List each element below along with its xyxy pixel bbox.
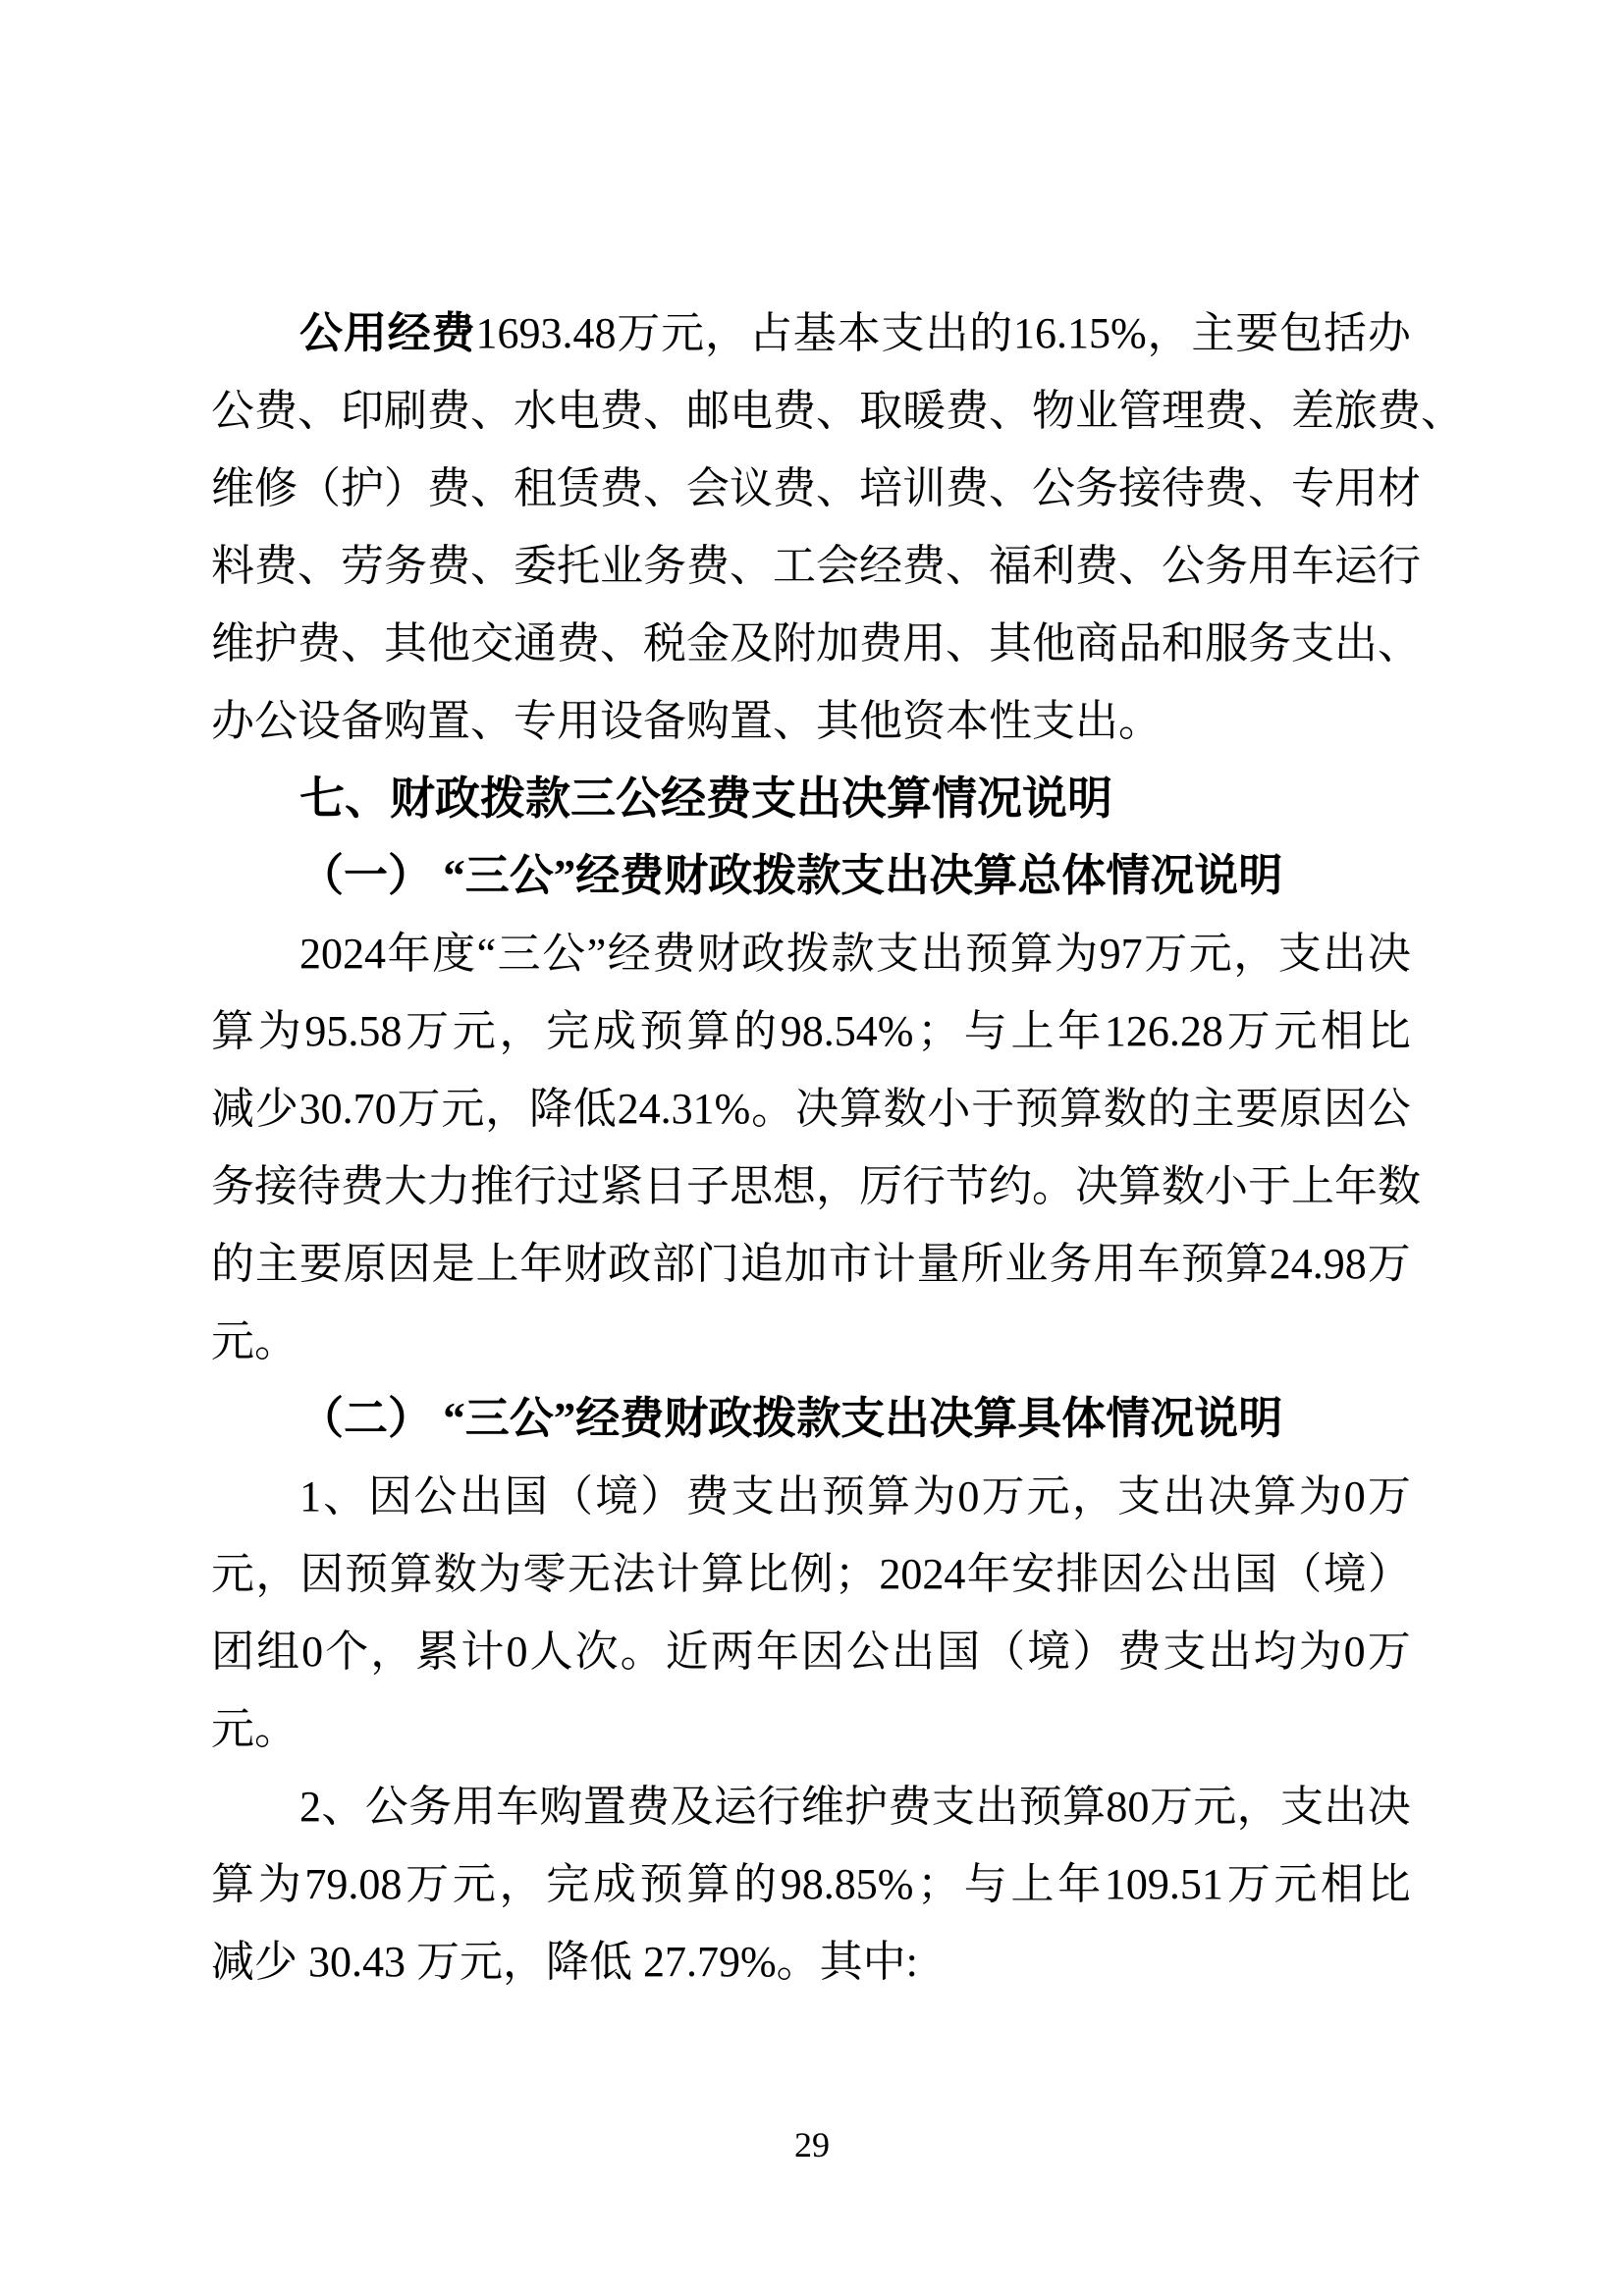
text-line: 料 费 、 劳 务 费 、 委 托 业 务 费 、 工 会 经 费 、 福 利 费 、 公 务 用 车 运 行 xyxy=(211,542,1421,590)
text-line: 公 用 经 费 1693.48 万 元 ， 占 基 本 支 出 的 16.15% ， 主 要 包 括 办 xyxy=(299,309,1411,357)
text-line: 维 修 （ 护 ） 费 、 租 赁 费 、 会 议 费 、 培 训 费 、 公 务 接 待 费 、 专 用 材 xyxy=(211,464,1421,512)
text-line: 公 费 、 印 刷 费 、 水 电 费 、 邮 电 费 、 取 暖 费 、 物 业 管 理 费 、 差 旅 费 、 xyxy=(211,387,1464,435)
text-line: 元。 xyxy=(211,1317,298,1365)
text-line: 减少 30.43 万元，降低 27.79%。其中: xyxy=(211,1938,918,1986)
text-line: 团 组 0 个 ， 累 计 0 人 次 。 近 两 年 因 公 出 国 （ 境 ） 费 支 出 均 为 0 万 xyxy=(211,1628,1411,1676)
subsection-heading: （一） “三公”经费财政拨款支出决算总体情况说明 xyxy=(299,851,1283,900)
text-line: 算 为 95.58 万 元 ， 完 成 预 算 的 98.54% ； 与 上 年 126.28 万 元 相 比 xyxy=(211,1007,1411,1055)
subsection-heading: （二） “三公”经费财政拨款支出决算具体情况说明 xyxy=(299,1394,1283,1443)
page-number: 29 xyxy=(794,2125,830,2164)
text-line: 办公设备购置、专用设备购置、其他资本性支出。 xyxy=(211,697,1162,745)
text-line: 务 接 待 费 大 力 推 行 过 紧 日 子 思 想 ， 厉 行 节 约 。 决 算 数 小 于 上 年 数 xyxy=(211,1162,1421,1210)
text-line: 维 护 费 、 其 他 交 通 费 、 税 金 及 附 加 费 用 、 其 他 商 品 和 服 务 支 出 、 xyxy=(211,619,1421,667)
text-line: 元 ， 因 预 算 数 为 零 无 法 计 算 比 例 ； 2024 年 安 排 因 公 出 国 （ 境 ） xyxy=(211,1550,1411,1598)
text-line: 的 主 要 原 因 是 上 年 财 政 部 门 追 加 市 计 量 所 业 务 用 车 预 算 24.98 万 xyxy=(211,1240,1411,1288)
text-line: 2024 年 度 “ 三 公 ” 经 费 财 政 拨 款 支 出 预 算 为 97 万 元 ， 支 出 决 xyxy=(299,930,1411,978)
text-line: 减 少 30.70 万 元 ， 降 低 24.31% 。 决 算 数 小 于 预 算 数 的 主 要 原 因 公 xyxy=(211,1085,1411,1133)
text-line: 算 为 79.08 万 元 ， 完 成 预 算 的 98.85% ； 与 上 年 109.51 万 元 相 比 xyxy=(211,1860,1411,1908)
text-line: 2 、 公 务 用 车 购 置 费 及 运 行 维 护 费 支 出 预 算 80 万 元 ， 支 出 决 xyxy=(299,1783,1411,1831)
text-line: 1 、 因 公 出 国 （ 境 ） 费 支 出 预 算 为 0 万 元 ， 支 出 决 算 为 0 万 xyxy=(299,1472,1411,1521)
section-heading: 七、财政拨款三公经费支出决算情况说明 xyxy=(299,773,1112,824)
document-body xyxy=(211,294,1464,2001)
text-line: 元。 xyxy=(211,1705,298,1753)
